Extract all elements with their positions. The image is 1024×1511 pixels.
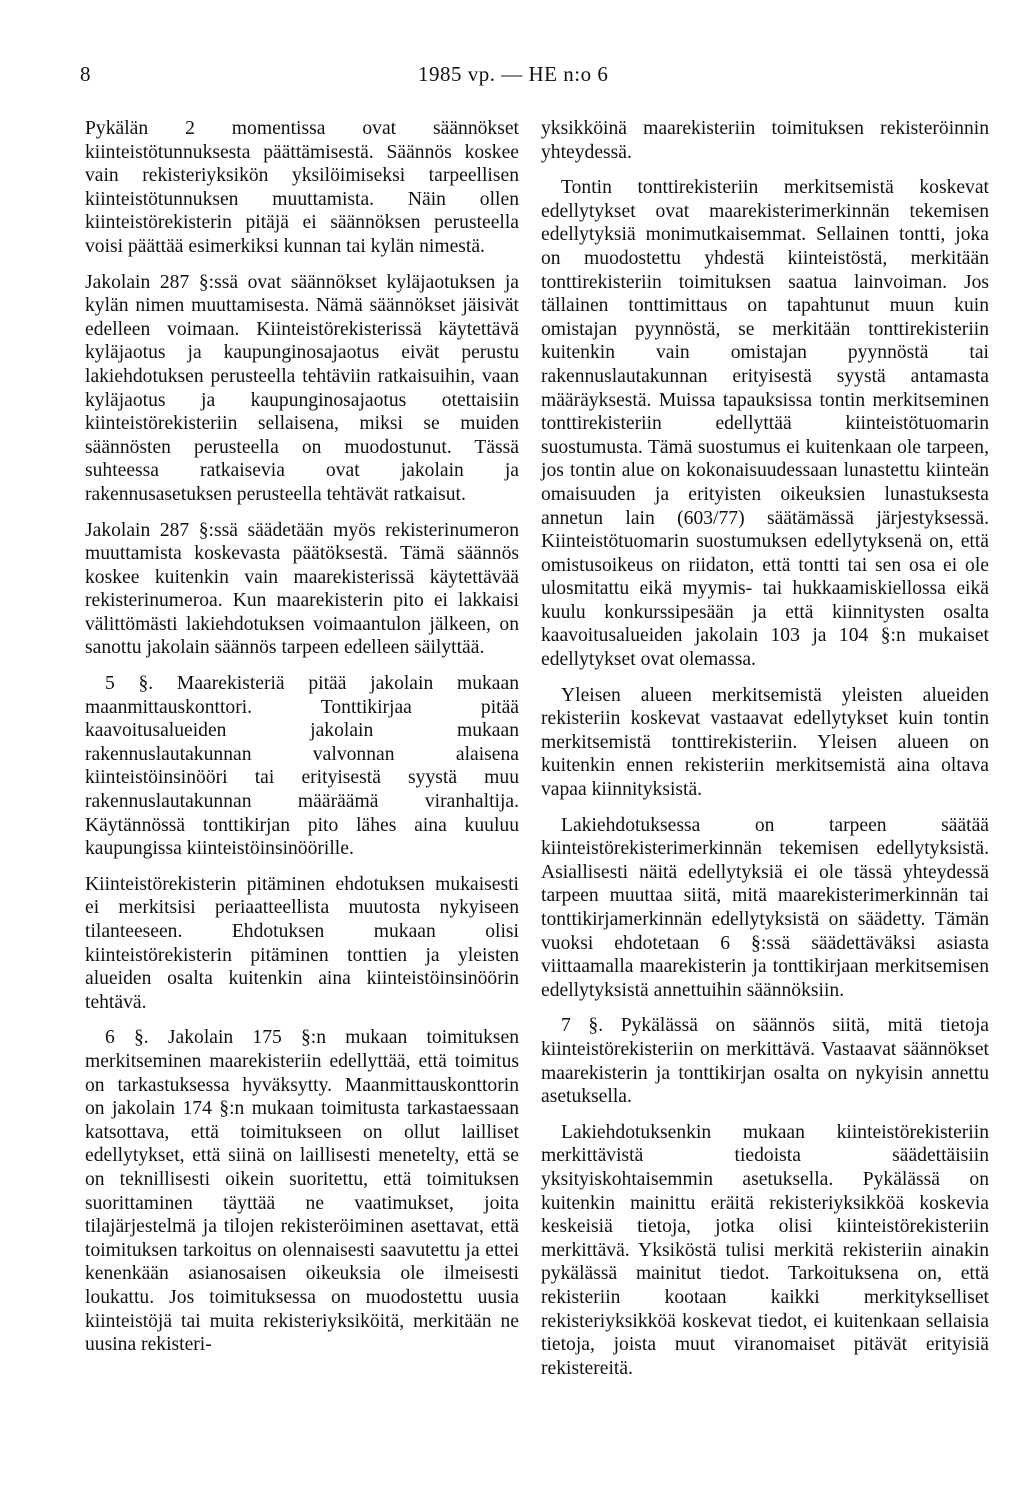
- paragraph: Lakiehdotuksessa on tarpeen säätää kiinteistörekisterimerkinnän tekemisen edellytyksistä. Asiallisesti näitä edellytyksiä ei ole tässä yhteydessä tarpeen muuttaa siitä, mitä maarekisterimerkinnän tai tonttikirjamerkinnän edellytyksistä on säädetty. Tämän vuoksi ehdotetaan 6 §:ssä säädettäväksi asiasta viittaamalla maarekisterin ja tonttikirjaan merkitsemisen edellytyksistä annettuihin säännöksiin.: [541, 814, 989, 1001]
- paragraph: Jakolain 287 §:ssä ovat säännökset kyläjaotuksen ja kylän nimen muuttamisesta. Nämä säännökset jäisivät edelleen voimaan. Kiinteistörekisterissä käytettävä kyläjaotus ja kaupunginosajaotus eivät perustu lakiehdotuksen perusteella tehtäviin ratkaisuihin, vaan kyläjaotus ja kaupunginosajaotus otettaisiin kiinteistörekisteriin sellaisena, miksi se muiden säännösten perusteella on muodostunut. Tässä suhteessa ratkaisevia ovat jakolain ja rakennusasetuksen perusteella tehtävät ratkaisut.: [85, 271, 519, 505]
- page-number: 8: [80, 62, 91, 86]
- paragraph: Lakiehdotuksenkin mukaan kiinteistörekisteriin merkittävistä tiedoista säädettäisiin yksityiskohtaisemmin asetuksella. Pykälässä on kuitenkin mainittu eräitä rekisteriyksikköä koskevia keskeisiä tietoja, jotka olisi kiinteistörekisteriin merkittävä. Yksiköstä tulisi merkitä rekisteriin ainakin pykälässä mainitut tiedot. Tarkoituksena on, että rekisteriin kootaan kaikki merkitykselliset rekisteriyksikköä koskevat tiedot, ei kuitenkaan sellaisia tietoja, joista muut viranomaiset pitävät erityisiä rekistereitä.: [541, 1121, 989, 1379]
- paragraph: 5 §. Maarekisteriä pitää jakolain mukaan maanmittauskonttori. Tonttikirjaa pitää kaavoitusalueiden jakolain mukaan rakennuslautakunnan valvonnan alaisena kiinteistöinsinööri tai erityisestä syystä muu rakennuslautakunnan määräämä viranhaltija. Käytännössä tonttikirjan pito lähes aina kuuluu kaupungissa kiinteistöinsinöörille.: [85, 673, 519, 860]
- page-header: [80, 62, 980, 92]
- paragraph: Jakolain 287 §:ssä säädetään myös rekisterinumeron muuttamista koskevasta päätöksestä. Tämä säännös koskee kuitenkin vain maarekisterissä käytettävää rekisterinumeroa. Kun maarekisterin pito ei lakkaisi välittömästi lakiehdotuksen voimaantulon jälkeen, on sanottu jakolain säännös tarpeen edelleen säilyttää.: [85, 519, 519, 659]
- paragraph: Tontin tonttirekisteriin merkitsemistä koskevat edellytykset ovat maarekisterimerkinnän tekemisen edellytyksiä monimutkaisemmat. Sellainen tontti, joka on muodostettu yhdestä kiinteistöstä, merkitään tonttirekisteriin toimituksen saatua lainvoiman. Jos tällainen tonttimittaus on tapahtunut muun kuin omistajan pyynnöstä, se merkitään tonttirekisteriin kuitenkin vain omistajan pyynnöstä tai rakennuslautakunnan erityisestä syystä antamasta määräyksestä. Muissa tapauksissa tontin merkitseminen tonttirekisteriin edellyttää kiinteistötuomarin suostumusta. Tämä suostumus ei kuitenkaan ole tarpeen, jos tontin alue on kokonaisuudessaan lunastettu kiinteän omaisuuden ja erityisten oikeuksien lunastuksesta annetun lain (603/77) säätämässä järjestyksessä. Kiinteistötuomarin suostumuksen edellytyksenä on, että omistusoikeus on riidaton, että tontti tai sen osa ei ole ulosmitattu eikä myymis- tai hukkaamiskiellossa eikä kuulu konkurssipesään ja että kiinnitysten osalta kaavoitusalueiden jakolain 103 ja 104 §:n mukaiset edellytykset ovat olemassa.: [541, 177, 989, 671]
- left-column: [85, 117, 519, 1369]
- paragraph: 7 §. Pykälässä on säännös siitä, mitä tietoja kiinteistörekisteriin on merkittävä. Vastaavat säännökset maarekisterin ja tonttikirjan osalta on nykyisin annettu asetuksella.: [541, 1015, 989, 1108]
- paragraph: yksikköinä maarekisteriin toimituksen rekisteröinnin yhteydessä.: [541, 118, 989, 163]
- paragraph: Pykälän 2 momentissa ovat säännökset kiinteistötunnuksesta päättämisestä. Säännös koskee vain rekisteriyksikön yksilöimiseksi tarpeellisen kiinteistötunnuksen muuttamista. Näin ollen kiinteistörekisterin pitäjä ei säännöksen perusteella voisi päättää esimerkiksi kunnan tai kylän nimestä.: [85, 118, 519, 257]
- paragraph: Kiinteistörekisterin pitäminen ehdotuksen mukaisesti ei merkitsisi periaatteellista muutosta nykyiseen tilanteeseen. Ehdotuksen mukaan olisi kiinteistörekisterin pitäminen tonttien ja yleisten alueiden osalta kuitenkin aina kiinteistöinsinöörin tehtävä.: [85, 873, 519, 1013]
- paragraph: 6 §. Jakolain 175 §:n mukaan toimituksen merkitseminen maarekisteriin edellyttää, että toimitus on tarkastuksessa hyväksytty. Maanmittauskonttorin on jakolain 174 §:n mukaan toimitusta tarkastaessaan katsottava, että toimitukseen on ollut lailliset edellytykset, että siinä on laillisesti menetelty, että se on teknillisesti oikein suoritettu, että toimituksen suorittaminen täyttää ne vaatimukset, joita tilajärjestelmä ja tilojen rekisteröiminen asettavat, että toimituksen tarkoitus on olennaisesti saavutettu ja ettei kenenkään asianosaisen oikeuksia ole ilmeisesti loukattu. Jos toimituksessa on muodostettu uusia kiinteistöjä tai muita rekisteriyksiköitä, merkitään ne uusina rekisteri-: [85, 1027, 519, 1356]
- right-column: [541, 117, 989, 1392]
- running-title: 1985 vp. — HE n:o 6: [418, 62, 609, 86]
- paragraph: Yleisen alueen merkitsemistä yleisten alueiden rekisteriin koskevat vastaavat edellytykset kuin tontin merkitsemistä tonttirekisteriin. Yleisen alueen on kuitenkin ennen rekisteriin merkitsemistä aina oltava vapaa kiinnityksistä.: [541, 684, 989, 801]
